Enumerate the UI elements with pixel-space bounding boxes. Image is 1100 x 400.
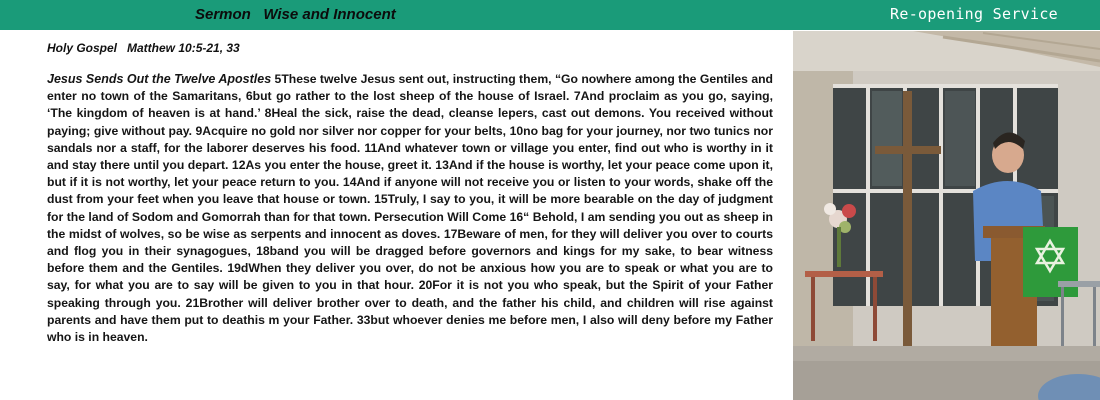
gospel-passage: [47, 71, 773, 346]
gospel-reference: Holy Gospel Matthew 10:5-21, 33: [47, 41, 240, 55]
outdoor-worship-photo: [793, 31, 1100, 400]
section-heading: Jesus Sends Out the Twelve Apostles: [47, 72, 272, 86]
passage-body: 5These twelve Jesus sent out, instructing them, “Go nowhere among the Gentiles and enter no town of the Samaritans, 6but go rather to the lost sheep of the house of Israel. 7And proclaim as you go, saying, ‘The kingdom of heaven is at hand.’ 8Heal the sick, raise the dead, cleanse lepers, cast out demons. You received without paying; give without pay. 9Acquire no gold nor silver nor copper for your belts, 10no bag for your journey, nor two tunics nor sandals nor a staff, for the laborer deserves his food. 11And whatever town or village you enter, find out who is worthy in it and stay there until you depart. 12As you enter the house, greet it. 13And if the house is worthy, let your peace come upon it, but if it is not worthy, let your peace return to you. 14And if anyone will not receive you or listen to your words, shake off the dust from your feet when you leave that house or town. 15Truly, I say to you, it will be more bearable on the day of judgment for the land of Sodom and Gomorrah than for that town. Persecution Will Come 16“ Behold, I am sending you out as sheep in the midst of wolves, so be wise as serpents and innocent as doves. 17Beware of men, for they will deliver you over to courts and flog you in their synagogues, 18band you will be dragged before governors and kings for my sake, to bear witness before them and the Gentiles. 19dWhen they deliver you over, do not be anxious how you are to speak or what you are to say, for what you are to say will be given to you in that hour. 20For it is not you who speak, but the Spirit of your Father speaking through you. 21Brother will deliver brother over to death, and the father his child, and children will rise against parents and have them put to deathis m your Father. 33but whoever denies me before men, I also will deny before my Father who is in heaven.: [47, 72, 773, 345]
service-title: Re-opening Service: [890, 5, 1058, 23]
sermon-title: Sermon Wise and Innocent: [195, 6, 396, 23]
